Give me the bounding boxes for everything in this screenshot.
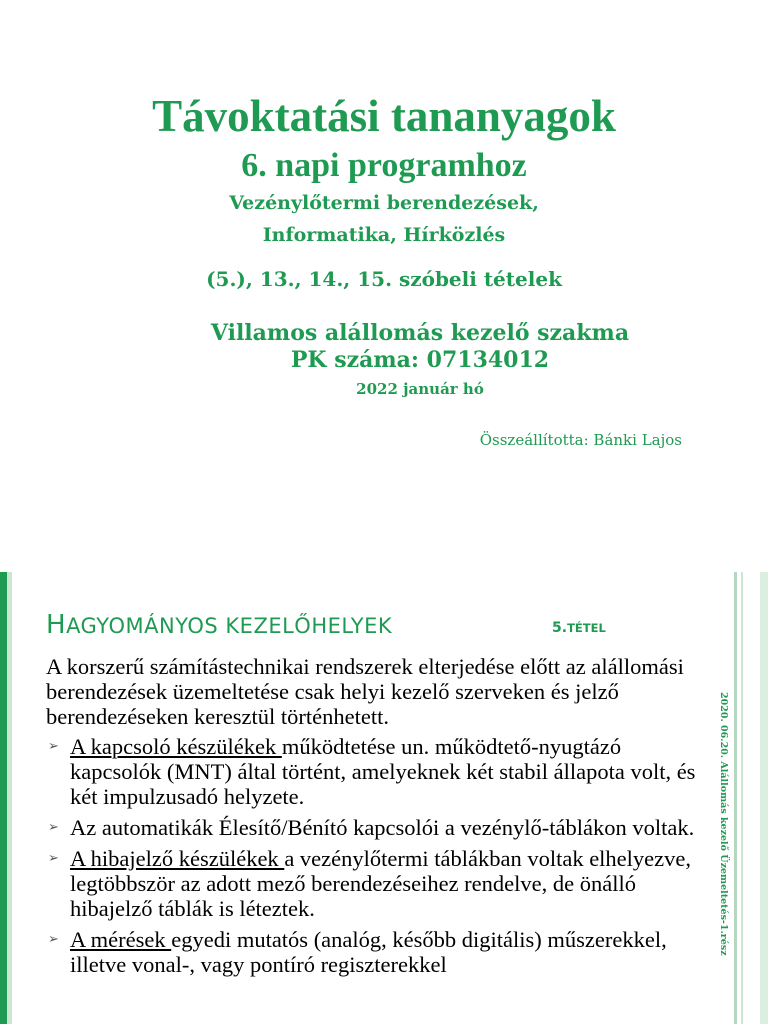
slide-heading (46, 610, 392, 640)
topic-line-1: Vezénylőtermi berendezések, (229, 192, 539, 214)
bullet-text: a vezénylőtermi táblákban voltak elhelyezve, legtöbbször az adott mező berendezéseihez rendelve, de önálló hibajelző táblák is léteztek. (70, 846, 692, 921)
document-title: Távoktatási tananyagok (152, 91, 616, 141)
bullet-item (46, 815, 696, 840)
exam-topics-line: (5.), 13., 14., 15. szóbeli tételek (206, 267, 562, 291)
bullet-item (46, 927, 696, 977)
bullet-item (46, 734, 696, 809)
arrow-bullet-icon: ➢ (48, 932, 59, 947)
right-decor-line (741, 572, 743, 1024)
arrow-bullet-icon: ➢ (48, 851, 59, 866)
right-decor-line (734, 572, 737, 1024)
profession-line: Villamos alállomás kezelő szakma (210, 320, 630, 346)
left-accent-bar (0, 572, 7, 1024)
document-subtitle: 6. napi programhoz (241, 147, 527, 184)
arrow-bullet-icon: ➢ (48, 739, 59, 754)
bullet-item (46, 846, 696, 921)
tag-number: 5. (552, 620, 568, 636)
slide-topic-tag (552, 620, 606, 636)
tag-word: TÉTEL (567, 621, 606, 635)
left-accent-bar-light (7, 572, 12, 1024)
bullet-keyword: A hibajelző készülékek (70, 846, 285, 871)
pk-number-line: PK száma: 07134012 (290, 347, 550, 373)
bullet-text: egyedi mutatós (analóg, később digitális) műszerekkel, illetve vonal-, vagy pontíró regiszterekkel (70, 927, 667, 977)
bullet-keyword: A kapcsoló készülékek (70, 734, 282, 759)
document-author: Összeállította: Bánki Lajos (479, 431, 682, 449)
vertical-footer (713, 692, 729, 992)
bullet-text: működtetése un. működtető-nyugtázó kapcsolók (MNT) által történt, amelyeknek két stabil állapota volt, és két impulzusadó helyzete. (70, 734, 696, 809)
arrow-bullet-icon: ➢ (48, 820, 59, 835)
document-date: 2022 január hó (356, 380, 484, 398)
right-decor-band (760, 572, 768, 1024)
heading-initial: H (46, 610, 67, 640)
bullet-keyword: A mérések (70, 927, 172, 952)
topic-line-2: Informatika, Hírközlés (262, 224, 506, 246)
vertical-footer-text: 2020. 06.20. Alállomás kezelő Üzemeltetés-1.rész (718, 692, 729, 956)
intro-paragraph: A korszerű számítástechnikai rendszerek elterjedése előtt az alállomási berendezések üzemeltetése csak helyi kezelő szerveken és jelző berendezéseken keresztül történhetett. (46, 654, 684, 729)
heading-rest: AGYOMÁNYOS KEZELŐHELYEK (66, 614, 393, 638)
bullet-text: Az automatikák Élesítő/Bénító kapcsolói a vezénylő-táblákon voltak. (70, 815, 695, 840)
slide-body (46, 654, 696, 983)
content-slide (0, 572, 768, 1024)
